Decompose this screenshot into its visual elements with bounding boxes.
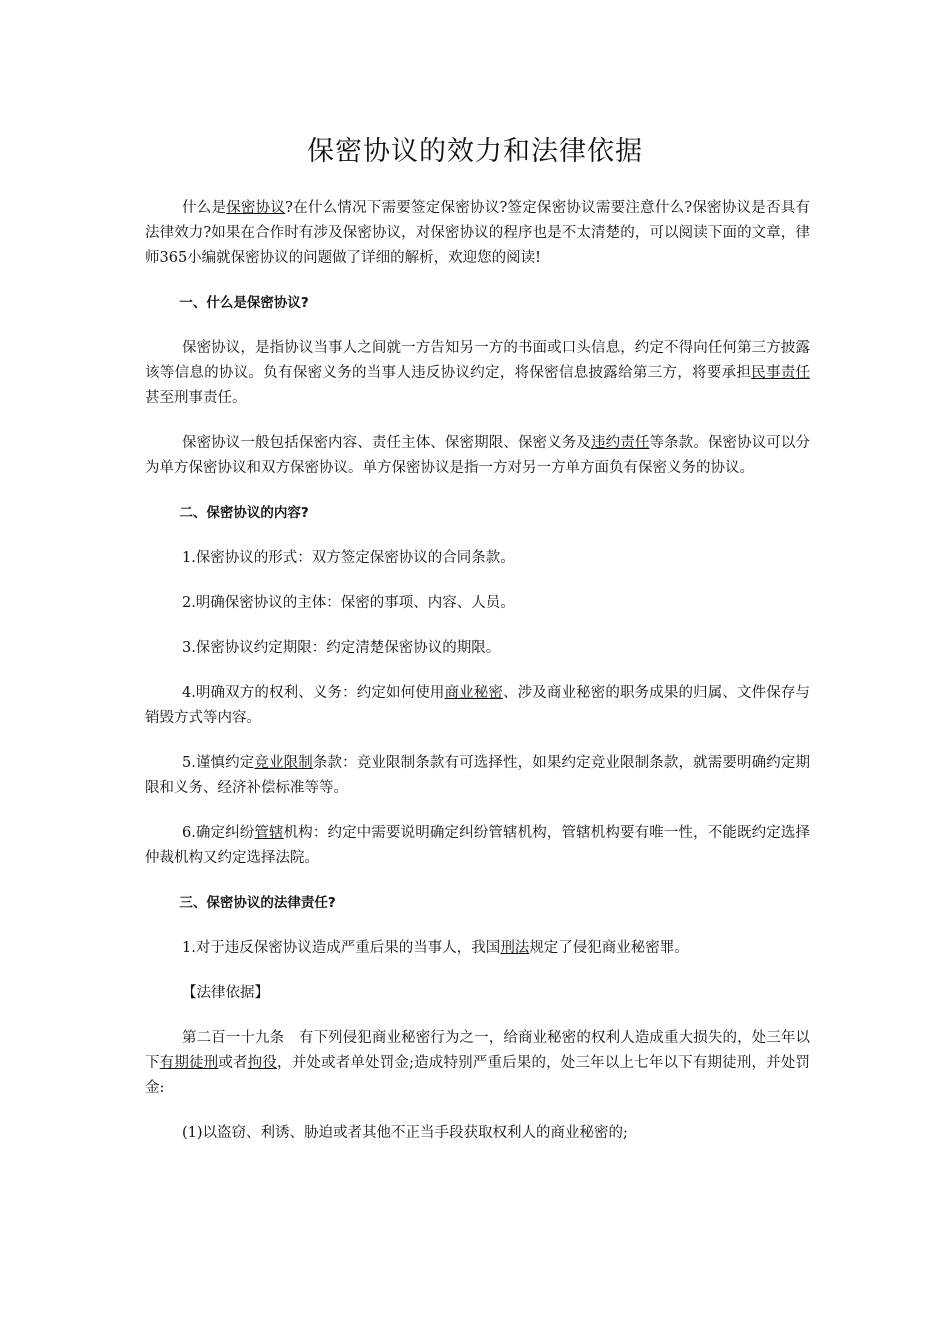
s2-i6-text-a: 6.确定纠纷 xyxy=(181,825,255,841)
s2-i5-text-b: 条款：竞业限制条款有可选择性，如果约定竞业限制条款，就需要明确约定期限和义务、经济补偿标准等等。 xyxy=(145,755,810,796)
section-1-paragraph-2 xyxy=(145,431,810,481)
s1-p2-text-b: 等条款。保密协议可以分为单方保密协议和双方保密协议。单方保密协议是指一方对另一方单方面负有保密义务的协议。 xyxy=(145,435,811,476)
s2-i6-text-b: 机构：约定中需要说明确定纠纷管辖机构，管辖机构要有唯一性，不能既约定选择仲裁机构又约定选择法院。 xyxy=(145,825,810,866)
document-title: 保密协议的效力和法律依据 xyxy=(307,136,643,167)
s1-p1-text-b: 甚至刑事责任。 xyxy=(145,390,247,406)
s3-i1-text-b: 规定了侵犯商业秘密罪。 xyxy=(529,940,689,956)
link-juyi[interactable]: 拘役 xyxy=(247,1055,278,1071)
article-text-b: 或者 xyxy=(218,1055,248,1071)
intro-text-2: ?在什么情况下需要签定保密协议?签定保密协议需要注意什么?保密协议是否具有法律效力?如果在合作时有涉及保密协议，对保密协议的程序也是不太清楚的，可以阅读下面的文章，律师365小编就保密协议的问题做了详细的解析，欢迎您的阅读! xyxy=(145,200,811,266)
link-xingfa[interactable]: 刑法 xyxy=(500,940,530,956)
link-minshi-zeren[interactable]: 民事责任 xyxy=(751,365,811,381)
link-youqi-tuxing[interactable]: 有期徒刑 xyxy=(159,1055,219,1071)
section-2-heading: 二、保密协议的内容? xyxy=(179,505,309,521)
section-3-heading: 三、保密协议的法律责任? xyxy=(179,895,336,911)
section-2-item-3: 3.保密协议约定期限：约定清楚保密协议的期限。 xyxy=(181,640,501,656)
s3-i1-text-a: 1.对于违反保密协议造成严重后果的当事人，我国 xyxy=(181,940,501,956)
s2-i5-text-a: 5.谨慎约定 xyxy=(181,755,255,771)
link-guanxia[interactable]: 管辖 xyxy=(254,825,284,841)
article-text-c: ，并处或者单处罚金;造成特别严重后果的，处三年以上七年以下有期徒刑，并处罚金: xyxy=(145,1055,811,1096)
link-jingye-xianzhi[interactable]: 竞业限制 xyxy=(254,755,313,771)
s1-p2-text-a: 保密协议一般包括保密内容、责任主体、保密期限、保密义务及 xyxy=(181,435,591,451)
s2-i4-text-b: 、涉及商业秘密的职务成果的归属、文件保存与销毁方式等内容。 xyxy=(145,685,810,726)
s2-i4-text-a: 4.明确双方的权利、义务：约定如何使用 xyxy=(181,685,445,701)
article-text-a: 第二百一十九条 有下列侵犯商业秘密行为之一，给商业秘密的权利人造成重大损失的，处三年以下 xyxy=(145,1030,810,1071)
section-2-item-5 xyxy=(145,751,810,801)
legal-basis-label: 【法律依据】 xyxy=(181,985,269,1001)
section-1-paragraph-1 xyxy=(145,336,810,411)
intro-text-1: 什么是 xyxy=(181,200,227,216)
section-2-item-4 xyxy=(145,681,810,731)
s1-p1-text-a: 保密协议，是指协议当事人之间就一方告知另一方的书面或口头信息，约定不得向任何第三方披露该等信息的协议。负有保密义务的当事人违反协议约定，将保密信息披露给第三方，将要承担 xyxy=(145,340,810,381)
intro-paragraph xyxy=(145,196,810,271)
section-2-item-6 xyxy=(145,821,810,871)
section-2-item-2: 2.明确保密协议的主体：保密的事项、内容、人员。 xyxy=(181,595,515,611)
link-baomi-xieyi[interactable]: 保密协议 xyxy=(226,200,286,216)
article-219 xyxy=(145,1026,810,1101)
section-1-heading: 一、什么是保密协议? xyxy=(179,295,309,311)
link-weiyue-zeren[interactable]: 违约责任 xyxy=(591,435,650,451)
article-clause-1: (1)以盗窃、利诱、胁迫或者其他不正当手段获取权利人的商业秘密的; xyxy=(181,1125,628,1141)
section-2-item-1: 1.保密协议的形式：双方签定保密协议的合同条款。 xyxy=(181,550,515,566)
section-3-item-1 xyxy=(145,936,810,961)
document-body xyxy=(145,196,810,1146)
link-shangye-mimi[interactable]: 商业秘密 xyxy=(444,685,504,701)
